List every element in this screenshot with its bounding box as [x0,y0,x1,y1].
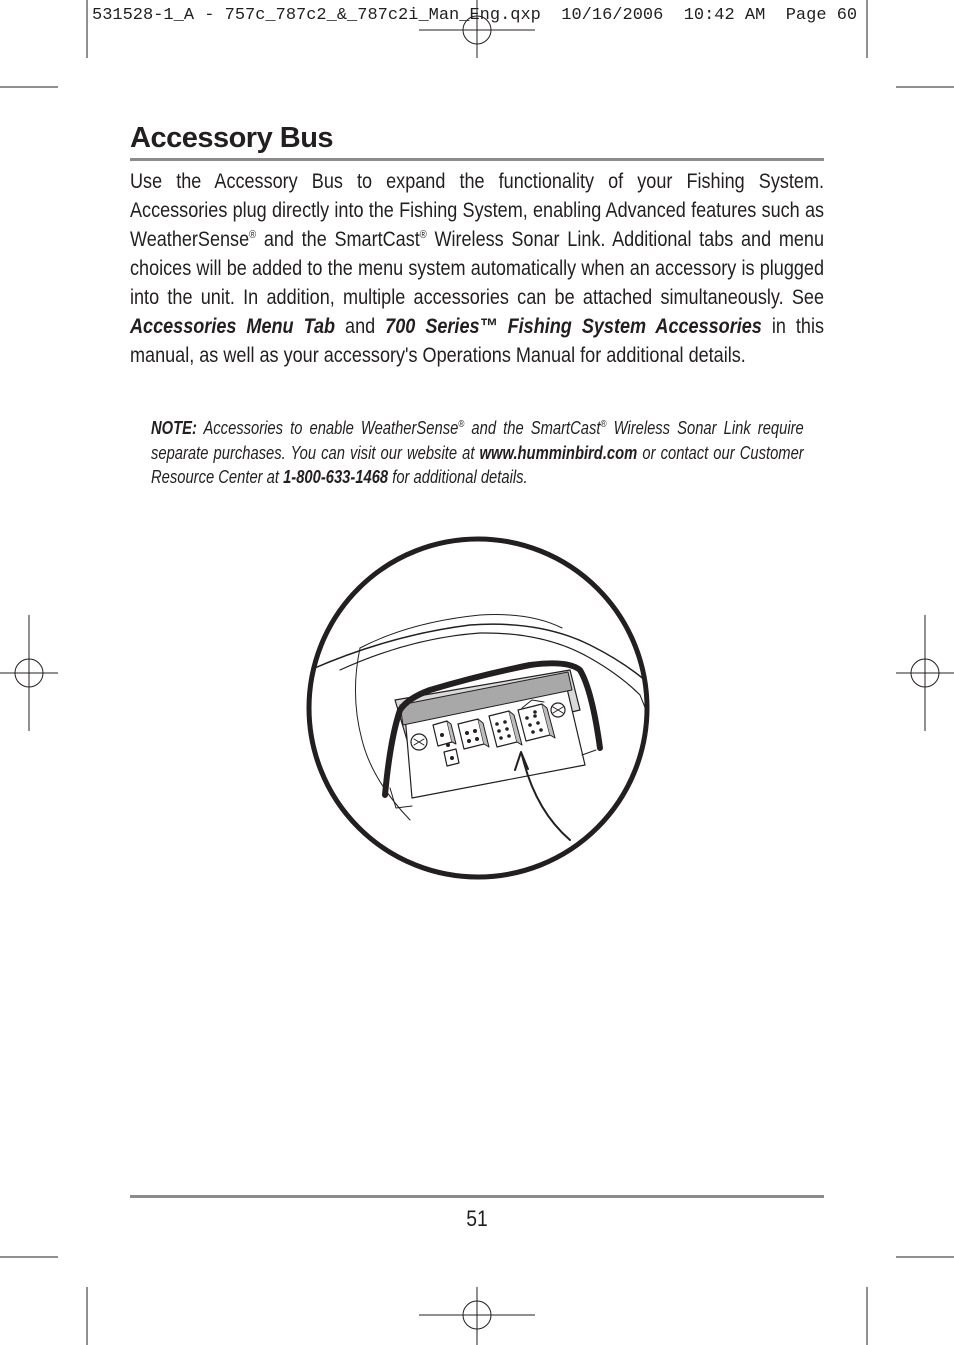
registration-mark-left [0,615,58,731]
slug-line: 531528-1_A - 757c_787c2_&_787c2i_Man_Eng.qxp 10/16/2006 10:42 AM Page 60 [92,6,858,25]
accessory-bus-connector-illustration [300,530,656,886]
registered-mark: ® [249,229,257,241]
registered-mark: ® [600,419,607,430]
registration-mark-top [419,0,535,58]
note-text-part: Wireless Sonar Link require separate purchases. You can visit our website at [151,418,804,463]
phone-number: 1-800-633-1468 [283,467,389,487]
note-text-part: for additional details. [388,467,528,487]
note-paragraph [151,416,804,490]
reference-accessories-menu-tab: Accessories Menu Tab [130,315,336,338]
note-text-part: or contact our Customer Resource Center at [151,442,804,487]
registered-mark: ® [419,229,427,241]
note-text-part: Accessories to enable WeatherSense [196,418,459,438]
footer-rule [130,1195,824,1198]
reference-700-series-accessories: 700 Series™ Fishing System Accessories [385,315,762,338]
body-text-part: Use the Accessory Bus to expand the functionality of your Fishing System. Accessories plug directly into the Fishing System, enabling Advanced features such as WeatherSense [130,170,825,251]
body-text-part: and [335,315,386,338]
registration-mark-right [896,615,954,731]
heading-rule [130,158,824,161]
website-link[interactable]: www.humminbird.com [479,442,638,463]
page-number: 51 [466,1206,488,1231]
body-paragraph [130,167,824,370]
registered-mark: ® [458,419,465,430]
registration-mark-bottom [419,1287,535,1345]
body-text-part: Wireless Sonar Link. Additional tabs and menu choices will be added to the menu system automatically when an accessory is plugged into the unit. In addition, multiple accessories can be attached simultaneously. See [130,228,825,309]
body-text-part: in this manual, as well as your accessory's Operations Manual for additional details. [130,315,825,367]
body-text-part: and the SmartCast [256,228,420,251]
note-label: NOTE: [151,418,197,438]
note-text-part: and the SmartCast [464,418,601,438]
section-title: Accessory Bus [130,122,334,154]
